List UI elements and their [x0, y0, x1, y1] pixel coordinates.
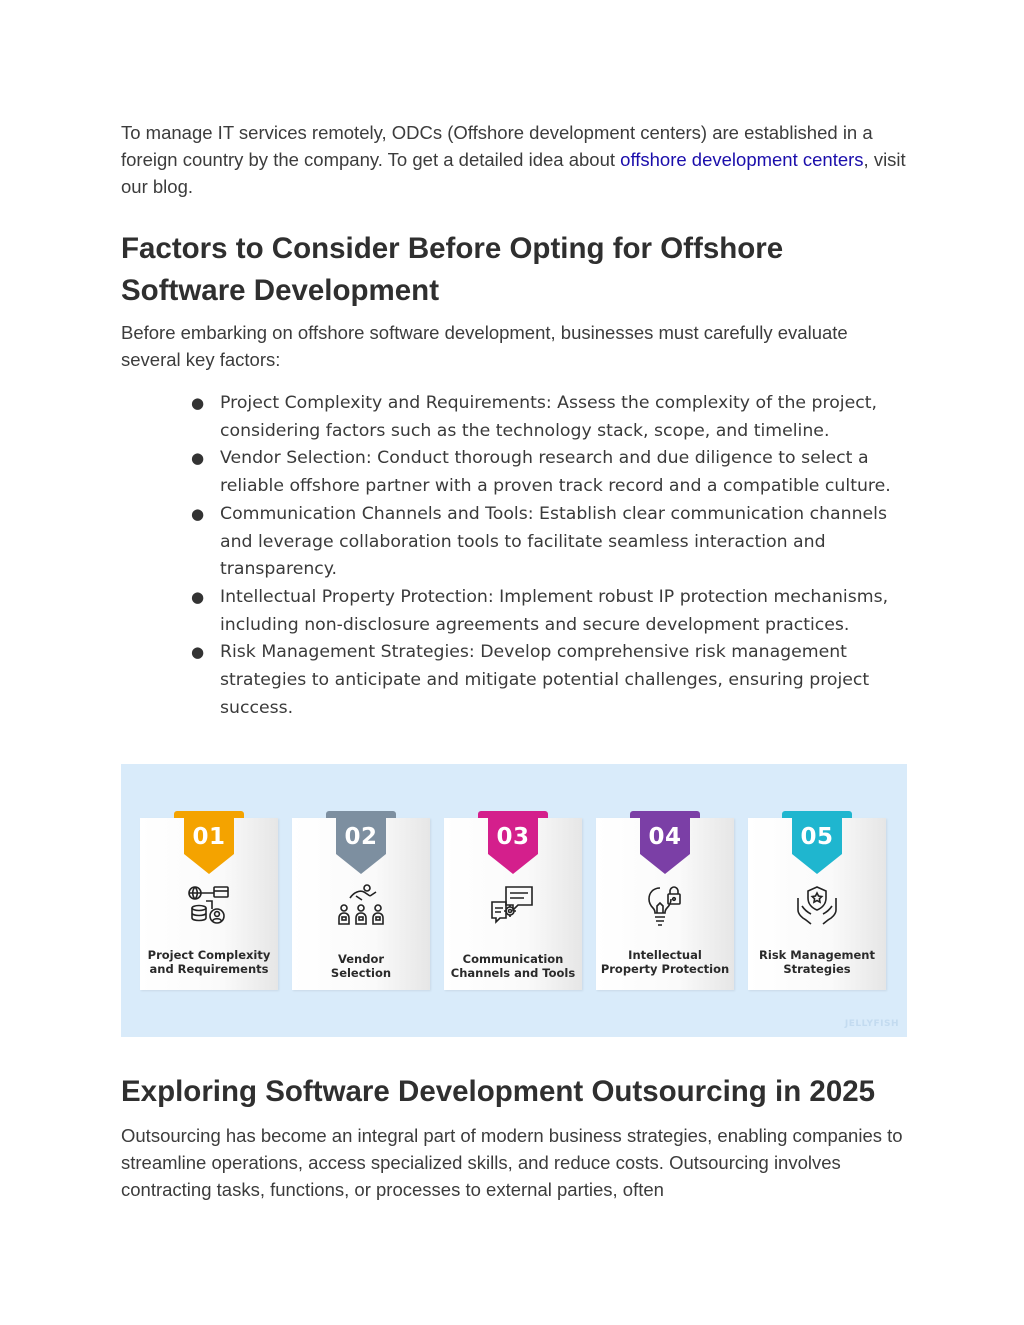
bullet-icon: ●	[191, 587, 205, 606]
vendor-people-icon	[336, 884, 386, 928]
number-badge	[792, 818, 842, 874]
card-tab	[174, 811, 244, 818]
card-caption: Risk Management Strategies	[759, 948, 875, 976]
card-caption: Vendor Selection	[330, 952, 392, 980]
watermark-logo: JELLYFISH	[844, 1019, 899, 1029]
bullet-icon: ●	[191, 504, 205, 523]
number-badge	[184, 818, 234, 874]
chat-gear-icon	[488, 884, 538, 928]
intro-text-before: To manage IT services remotely, ODCs (Offshore development centers) are established in a foreign country by the company. To get a detailed idea about	[121, 122, 873, 170]
bullet-icon: ●	[191, 643, 205, 662]
offshore-centers-link[interactable]: offshore development centers	[620, 149, 864, 170]
infographic-card	[596, 818, 734, 990]
bullet-icon: ●	[191, 449, 205, 468]
list-item: ● Communication Channels and Tools: Establish clear communication channels and leverage collaboration tools to facilitate seamless interaction and transparency.	[191, 501, 891, 584]
badge-number: 01	[192, 824, 226, 850]
infographic-card	[140, 818, 278, 990]
factors-list	[191, 390, 891, 722]
intro-paragraph	[121, 119, 906, 200]
infographic-card	[748, 818, 886, 990]
number-badge	[336, 818, 386, 874]
card-tab	[478, 811, 548, 818]
card-caption: Intellectual Property Protection	[600, 948, 730, 976]
outsourcing-paragraph: Outsourcing has become an integral part of modern business strategies, enabling companies to streamline operations, access specialized skills, and reduce costs. Outsourcing involves contracting tasks, functions, or processes to external parties, often	[121, 1125, 903, 1200]
badge-number: 05	[800, 824, 834, 850]
list-item: ● Intellectual Property Protection: Implement robust IP protection mechanisms, including non-disclosure agreements and secure development practices.	[191, 584, 891, 639]
card-caption: Project Complexity and Requirements	[147, 948, 271, 976]
card-tab	[326, 811, 396, 818]
intro-text-after: , visit our blog.	[121, 149, 906, 197]
factors-intro-paragraph: Before embarking on offshore software development, businesses must carefully evaluate several key factors:	[121, 322, 848, 370]
network-database-user-icon	[184, 884, 234, 928]
section-heading-outsourcing: Exploring Software Development Outsourcing in 2025	[121, 1075, 876, 1108]
hands-shield-icon	[792, 884, 842, 928]
bullet-icon: ●	[191, 394, 205, 412]
infographic-card	[444, 818, 582, 990]
list-item: ● Project Complexity and Requirements: Assess the complexity of the project, considering factors such as the technology stack, scope, and timeline.	[191, 390, 891, 445]
list-item: ● Vendor Selection: Conduct thorough research and due diligence to select a reliable offshore partner with a proven track record and a compatible culture.	[191, 445, 891, 500]
card-tab	[630, 811, 700, 818]
section-heading-factors: Factors to Consider Before Opting for Offshore Software Development	[121, 232, 784, 307]
infographic-card	[292, 818, 430, 990]
badge-number: 02	[344, 824, 378, 850]
factors-infographic	[121, 764, 907, 1037]
number-badge	[640, 818, 690, 874]
number-badge	[488, 818, 538, 874]
list-item: ● Risk Management Strategies: Develop comprehensive risk management strategies to anticipate and mitigate potential challenges, ensuring project success.	[191, 639, 891, 722]
badge-number: 03	[496, 824, 530, 850]
card-caption: Communication Channels and Tools	[450, 952, 576, 980]
badge-number: 04	[648, 824, 682, 850]
card-tab	[782, 811, 852, 818]
lightbulb-lock-icon	[640, 884, 690, 928]
